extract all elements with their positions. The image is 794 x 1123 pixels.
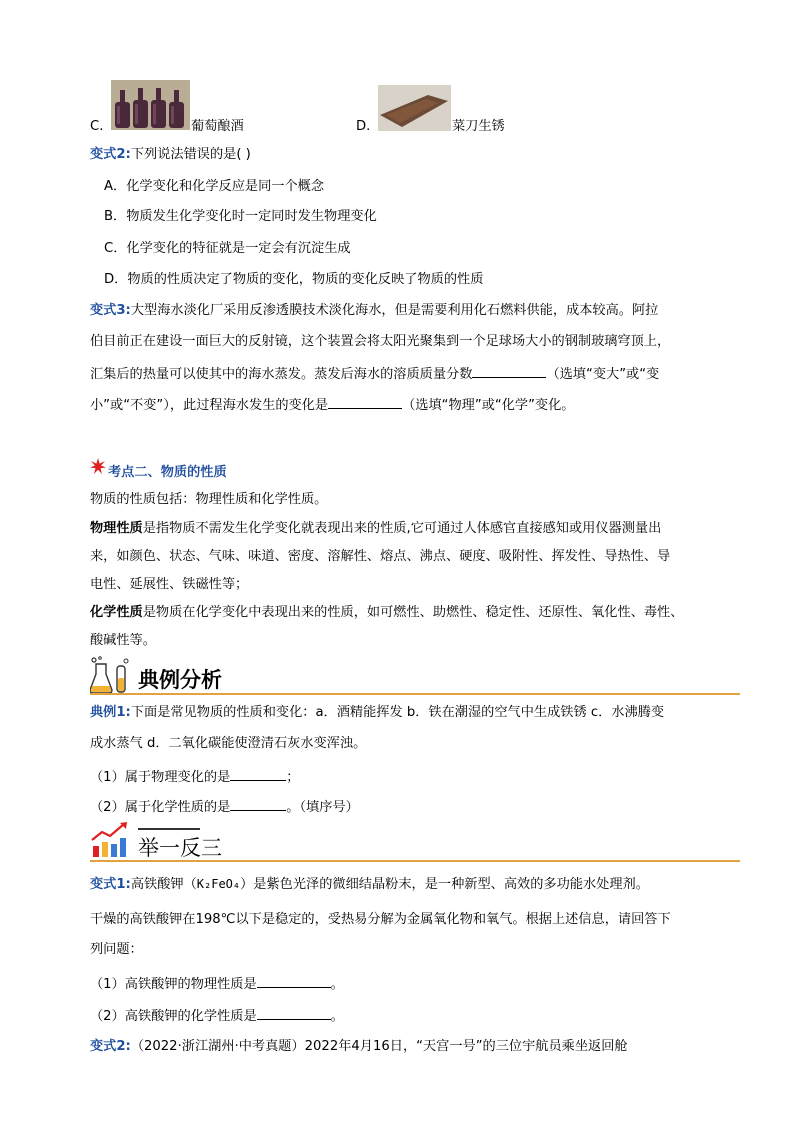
physical-property-line3: 电性、延展性、铁磁性等；	[90, 577, 249, 592]
section2-title: 考点二、物质的性质	[108, 465, 227, 480]
variant3-line3: 汇集后的热量可以使其中的海水蒸发。蒸发后海水的溶质质量分数 （选填“变大”或“变	[90, 364, 659, 384]
answer-blank[interactable]	[257, 1006, 331, 1020]
variant1-line1: 变式1:高铁酸钾（K₂FeO₄）是紫色光泽的微细结晶粉末，是一种新型、高效的多功能水处理剂。	[90, 877, 649, 892]
wine-bottles-image	[111, 80, 190, 130]
variant3-label: 变式3:	[90, 303, 131, 318]
answer-blank[interactable]	[472, 364, 546, 378]
section2-intro: 物质的性质包括：物理性质和化学性质。	[90, 492, 328, 507]
rusty-knife-image	[378, 85, 451, 131]
bar-chart-icon	[90, 822, 130, 862]
practice-header-title: 举一反三	[138, 836, 222, 860]
variant2-question: 变式2:下列说法错误的是( )	[90, 147, 251, 162]
practice-header-divider	[90, 860, 740, 862]
physical-property-line2: 来，如颜色、状态、气味、味道、密度、溶解性、熔点、沸点、硬度、吸附性、挥发性、导热性、导	[90, 549, 671, 564]
option-d-label: D.	[356, 119, 371, 134]
example1-q1: （1）属于物理变化的是 ；	[90, 767, 299, 787]
variant1-line2: 干燥的高铁酸钾在198℃以下是稳定的，受热易分解为金属氧化物和氧气。根据上述信息，请回答下	[90, 912, 671, 927]
answer-blank[interactable]	[230, 767, 286, 781]
formula-k2feo4: K₂FeO₄	[196, 877, 241, 891]
chemical-property-line1: 化学性质是物质在化学变化中表现出来的性质，如可燃性、助燃性、稳定性、还原性、氧化性、毒性、	[90, 605, 684, 620]
variant1-label: 变式1:	[90, 877, 131, 892]
answer-blank[interactable]	[230, 797, 286, 811]
option-c-text: 葡萄酿酒	[191, 119, 244, 134]
flask-icon	[90, 656, 132, 698]
variant2-option-a: A．化学变化和化学反应是同一个概念	[104, 179, 325, 194]
variant3-line2: 伯目前正在建设一面巨大的反射镜，这个装置会将太阳光聚集到一个足球场大小的钢制玻璃穹顶上，	[90, 334, 671, 349]
practice-header-overline	[138, 828, 200, 830]
star-icon	[90, 458, 106, 478]
chemical-property-line2: 酸碱性等。	[90, 633, 156, 648]
variant2-bottom-label: 变式2:	[90, 1039, 131, 1054]
option-d-text: 菜刀生锈	[452, 119, 505, 134]
example-header-title: 典例分析	[138, 667, 222, 692]
variant3-line4: 小”或“不变”），此过程海水发生的变化是 （选填“物理”或“化学”变化。	[90, 395, 574, 415]
example-header-divider	[90, 693, 740, 695]
physical-property-line1: 物理性质是指物质不需发生化学变化就表现出来的性质,它可通过人体感官直接感知或用仪器测量出	[90, 521, 662, 536]
chemical-property-term: 化学性质	[90, 605, 143, 620]
option-c-label: C.	[90, 119, 104, 134]
physical-property-term: 物理性质	[90, 521, 143, 536]
variant3-line1: 变式3:大型海水淡化厂采用反渗透膜技术淡化海水，但是需要利用化石燃料供能，成本较高。阿拉	[90, 303, 659, 318]
variant1-q2: （2）高铁酸钾的化学性质是 。	[90, 1006, 344, 1026]
example1-label: 典例1:	[90, 705, 131, 720]
variant2-option-d: D．物质的性质决定了物质的变化，物质的变化反映了物质的性质	[104, 272, 484, 287]
variant2-label: 变式2:	[90, 147, 131, 162]
answer-blank[interactable]	[328, 395, 402, 409]
variant1-q1: （1）高铁酸钾的物理性质是 。	[90, 974, 344, 994]
answer-blank[interactable]	[257, 974, 331, 988]
variant2-option-b: B．物质发生化学变化时一定同时发生物理变化	[104, 209, 377, 224]
variant2-bottom-line: 变式2:（2022·浙江湖州·中考真题）2022年4月16日，“天宫一号”的三位宇航员乘坐返回舱	[90, 1039, 628, 1054]
variant1-line3: 列问题：	[90, 942, 143, 957]
example1-line1: 典例1:下面是常见物质的性质和变化：a．酒精能挥发 b．铁在潮湿的空气中生成铁锈 c．水沸腾变	[90, 705, 665, 720]
example1-q2: （2）属于化学性质的是 。（填序号）	[90, 797, 359, 817]
example1-line2: 成水蒸气 d．二氧化碳能使澄清石灰水变浑浊。	[90, 736, 367, 751]
variant2-option-c: C．化学变化的特征就是一定会有沉淀生成	[104, 241, 351, 256]
